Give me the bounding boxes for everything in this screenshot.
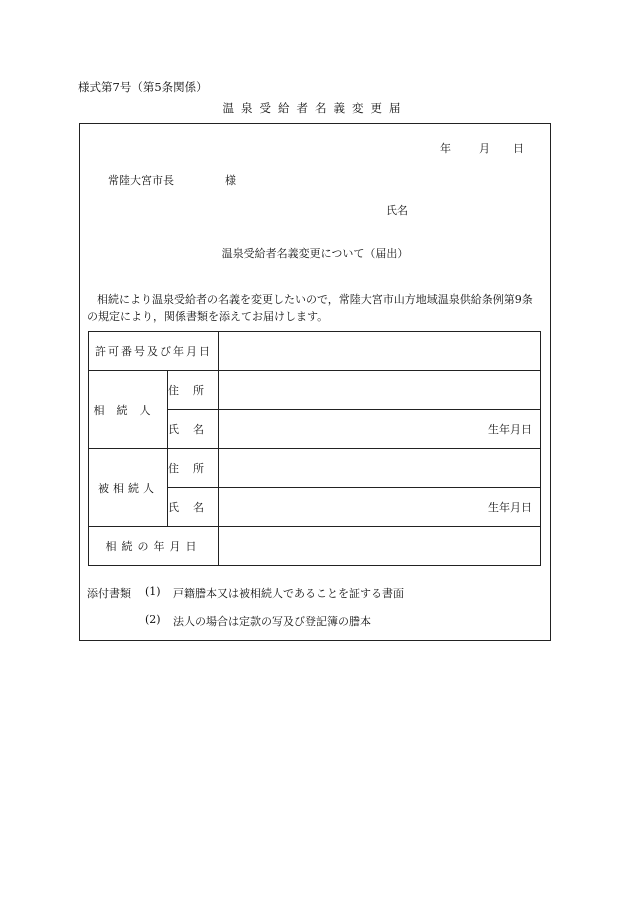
heir-address-field[interactable] [219, 371, 541, 410]
decedent-name-label: 氏名 [168, 488, 219, 527]
inheritance-date-field[interactable] [219, 527, 541, 566]
heir-birthdate-label: 生年月日 [488, 423, 532, 436]
permit-label: 許可番号及び年月日 [89, 332, 219, 371]
addressee: 常陸大宮市長 [108, 174, 174, 187]
attachment-1-number: (1) [145, 585, 161, 598]
honorific: 様 [225, 174, 236, 187]
decedent-birthdate-label: 生年月日 [488, 501, 532, 514]
document-title: 温泉受給者名義変更届 [222, 101, 408, 115]
decedent-label: 被相続人 [89, 449, 168, 527]
attachment-2-number: (2) [145, 613, 161, 626]
heir-name-label: 氏名 [168, 410, 219, 449]
attachments-label: 添付書類 [87, 587, 131, 600]
heir-address-label: 住所 [168, 371, 219, 410]
table-row-inheritance-date [89, 527, 541, 566]
form-number: 様式第7号（第5条関係） [78, 80, 208, 94]
body-text: 相続により温泉受給者の名義を変更したいので，常陸大宮市山方地域温泉供給条例第9条の規定により，関係書類を添えてお届けします。 [87, 293, 533, 323]
table-row-permit [89, 332, 541, 371]
table-row-decedent-address [89, 449, 541, 488]
attachment-2-text: 法人の場合は定款の写及び登記簿の謄本 [173, 615, 371, 628]
subject-line: 温泉受給者名義変更について（届出） [221, 247, 409, 260]
permit-field[interactable] [219, 332, 541, 371]
decedent-name-field[interactable] [219, 488, 541, 527]
attachment-1-text: 戸籍謄本又は被相続人であることを証する書面 [173, 587, 404, 600]
heir-name-field[interactable] [219, 410, 541, 449]
table-row-heir-address [89, 371, 541, 410]
date-day-label: 日 [513, 142, 524, 155]
inheritance-date-label: 相続の年月日 [89, 527, 219, 566]
heir-label: 相続人 [89, 371, 168, 449]
decedent-address-label: 住所 [168, 449, 219, 488]
decedent-address-field[interactable] [219, 449, 541, 488]
date-month-label: 月 [479, 142, 490, 155]
date-year-label: 年 [440, 142, 451, 155]
info-table [88, 331, 541, 566]
applicant-name-label: 氏名 [386, 204, 408, 217]
